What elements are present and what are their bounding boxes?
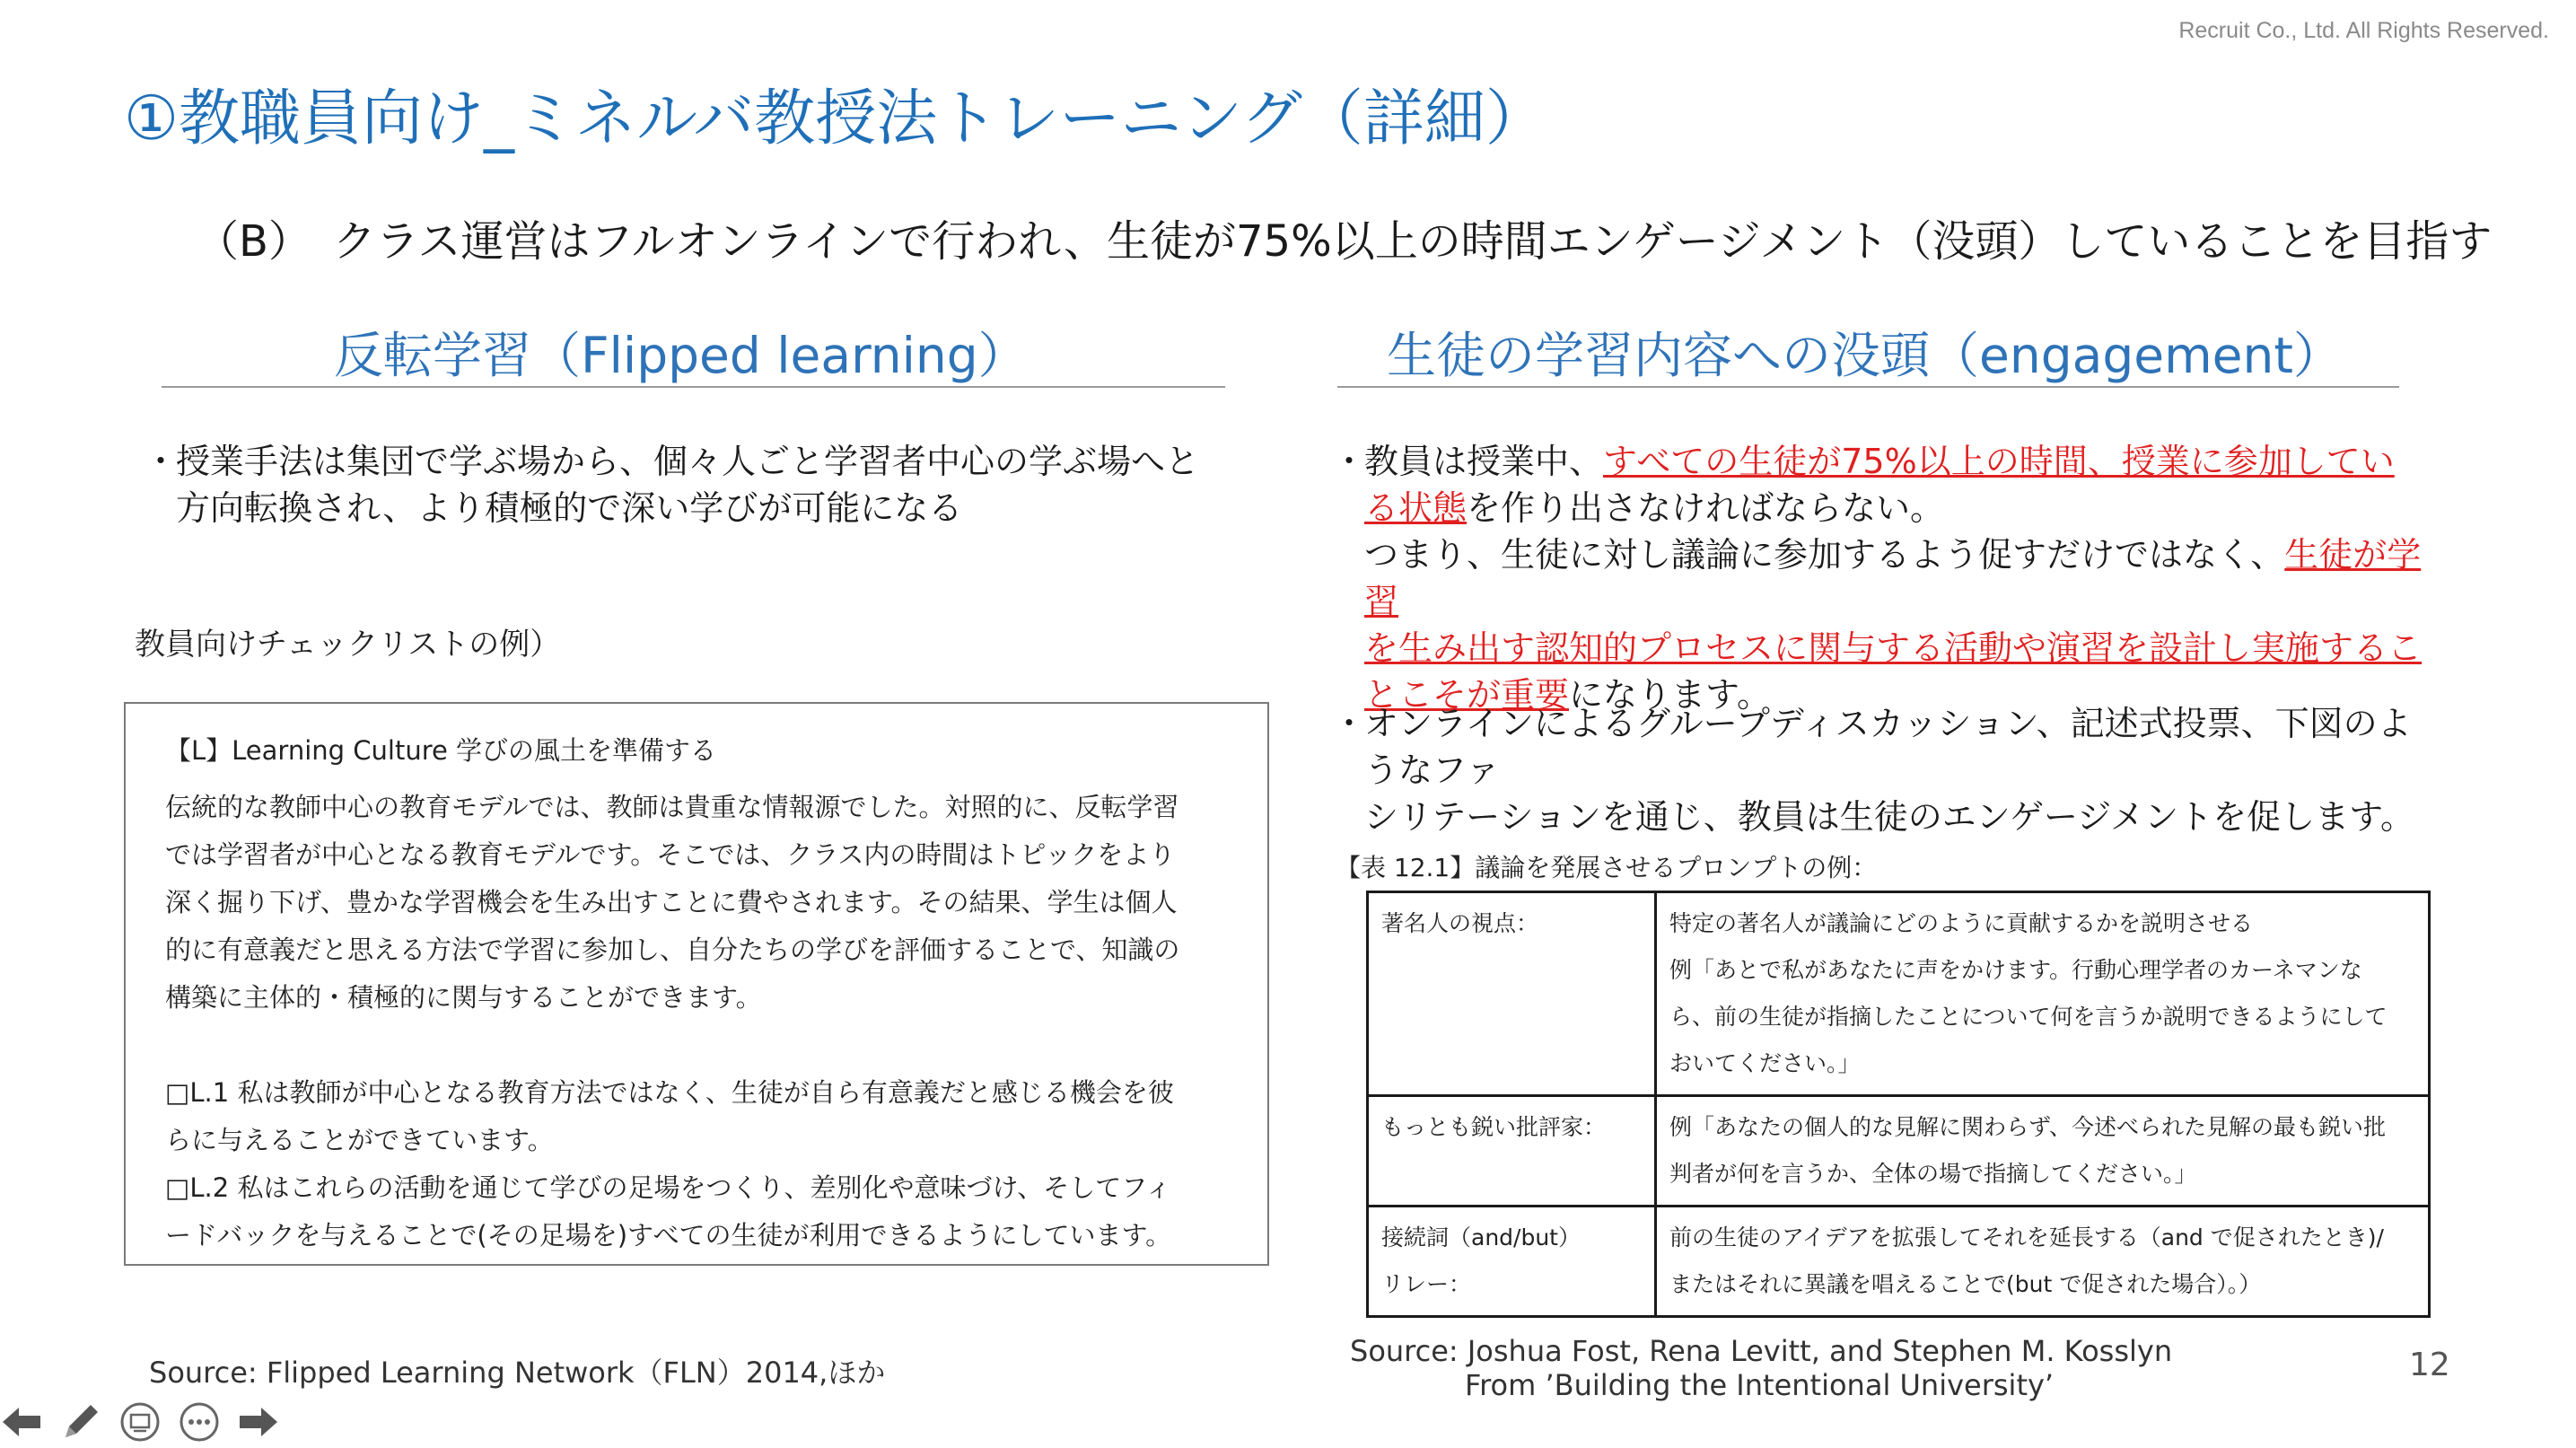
right-bullet-2-line-2: シリテーションを通じ、教員は生徒のエンゲージメントを促します。 — [1364, 797, 2415, 837]
table-key-cell: 著名人の視点： — [1368, 892, 1656, 1096]
right-heading-divider — [1337, 386, 2399, 388]
bullet-text: になります。 — [1569, 675, 1771, 715]
checklist-para-line: 構築に主体的・積極的に関与することができます。 — [165, 982, 762, 1013]
highlight-text: とこそが重要 — [1364, 675, 1570, 715]
table-value-cell — [1656, 1096, 2430, 1207]
checklist-heading: 【L】Learning Culture 学びの風土を準備する — [165, 735, 717, 766]
slide-subtitle: （B） クラス運営はフルオンラインで行われ、生徒が75%以上の時間エンゲージメント（没頭）していることを目指す — [196, 216, 2493, 267]
table-line: 判者が何を言うか、全体の場で指摘してください。」 — [1669, 1161, 2197, 1187]
table-key-cell: 接続詞（and/but） リレー： — [1368, 1207, 1656, 1317]
checklist-item-l1-cont: らに与えることができています。 — [165, 1125, 554, 1155]
checklist-note: 教員向けチェックリストの例） — [135, 627, 561, 663]
right-bullet-2 — [1332, 700, 2432, 840]
checklist-item-l2-cont: ードバックを与えることで(その足場を)すべての生徒が利用できるようにしています。 — [165, 1220, 1172, 1251]
left-bullet-line-2: 方向転換され、より積極的で深い学びが可能になる — [176, 488, 963, 528]
prompt-table — [1366, 891, 2431, 1318]
presentation-nav-bar — [0, 1397, 280, 1447]
checklist-box — [124, 702, 1269, 1266]
table-line: おいてください。」 — [1669, 1050, 1861, 1076]
checklist-para-line: 伝統的な教師中心の教育モデルでは、教師は貴重な情報源でした。対照的に、反転学習 — [165, 792, 1179, 822]
checklist-para-line: 的に有意義だと思える方法で学習に参加し、自分たちの学びを評価することで、知識の — [165, 935, 1180, 965]
bullet-mark: ・ — [144, 442, 179, 481]
highlight-text: を生み出す認知的プロセスに関与する活動や演習を設計し実施するこ — [1364, 628, 2423, 668]
table-row — [1368, 892, 2430, 1096]
bullet-text: 教員は授業中、 — [1364, 442, 1604, 481]
highlight-text: る状態 — [1364, 488, 1468, 528]
left-heading-divider — [162, 386, 1225, 388]
checklist-item-l2: □L.2 私はこれらの活動を通じて学びの足場をつくり、差別化や意味づけ、そしてフィ — [165, 1172, 1171, 1203]
checklist-para-line: 深く掘り下げ、豊かな学習機会を生み出すことに費やされます。その結果、学生は個人 — [165, 887, 1178, 917]
copyright-text: Recruit Co., Ltd. All Rights Reserved. — [2178, 18, 2549, 43]
checklist-para-line: では学習者が中心となる教育モデルです。そこでは、クラス内の時間はトピックをより — [165, 839, 1176, 870]
right-bullet-1 — [1332, 438, 2432, 718]
slide-title: ①教職員向け_ミネルバ教授法トレーニング（詳細） — [124, 83, 1546, 154]
table-value-cell — [1656, 892, 2430, 1096]
right-source-line-1: Source: Joshua Fost, Rena Levitt, and Stephen M. Kosslyn — [1350, 1334, 2173, 1368]
table-line: ら、前の生徒が指摘したことについて何を言うか説明できるようにして — [1669, 1004, 2388, 1030]
table-line: またはそれに異議を唱えることで(but で促された場合）。） — [1669, 1271, 2262, 1297]
left-bullet-line-1: 授業手法は集団で学ぶ場から、個々人ごと学習者中心の学ぶ場へと — [176, 442, 1200, 481]
table-line: 前の生徒のアイデアを拡張してそれを延長する（and で促されたとき)/ — [1669, 1224, 2384, 1251]
table-row — [1368, 1207, 2430, 1317]
bullet-mark: ・ — [1332, 704, 1367, 743]
more-icon[interactable] — [178, 1400, 221, 1444]
checklist-item-l1: □L.1 私は教師が中心となる教育方法ではなく、生徒が自ら有意義だと感じる機会を彼 — [165, 1077, 1174, 1108]
slides-icon[interactable] — [118, 1400, 162, 1444]
arrow-left-icon[interactable] — [0, 1400, 43, 1444]
table-line: 例「あとで私があなたに声をかけます。行動心理学者のカーネマンな — [1669, 957, 2362, 983]
right-source-line-2: From ’Building the Intentional University’ — [1465, 1368, 2055, 1402]
right-bullet-2-line-1: オンラインによるグループディスカッション、記述式投票、下図のようなファ — [1364, 704, 2412, 790]
table-caption: 【表 12.1】議論を発展させるプロンプトの例： — [1336, 853, 1878, 882]
left-bullet — [144, 438, 1253, 531]
page-number: 12 — [2409, 1347, 2450, 1383]
right-column-heading: 生徒の学習内容への没頭（engagement） — [1387, 327, 2343, 384]
pen-icon[interactable] — [59, 1400, 102, 1444]
table-value-cell — [1656, 1207, 2430, 1317]
arrow-right-icon[interactable] — [237, 1400, 280, 1444]
highlight-text: 生徒が学習 — [1364, 535, 2422, 621]
table-line: 特定の著名人が議論にどのように貢献するかを説明させる — [1669, 910, 2254, 936]
bullet-text: を作り出さなければならない。 — [1467, 488, 1945, 528]
bullet-mark: ・ — [1332, 442, 1367, 481]
highlight-text: すべての生徒が75%以上の時間、授業に参加してい — [1603, 442, 2395, 481]
left-column-heading: 反転学習（Flipped learning） — [334, 327, 1028, 384]
table-key-cell: もっとも鋭い批評家： — [1368, 1096, 1656, 1207]
bullet-text: つまり、生徒に対し議論に参加するよう促すだけではなく、 — [1364, 535, 2285, 575]
left-source: Source: Flipped Learning Network（FLN）2014,ほか — [149, 1356, 886, 1390]
table-line: 例「あなたの個人的な見解に関わらず、今述べられた見解の最も鋭い批 — [1669, 1114, 2387, 1140]
table-row — [1368, 1096, 2430, 1207]
